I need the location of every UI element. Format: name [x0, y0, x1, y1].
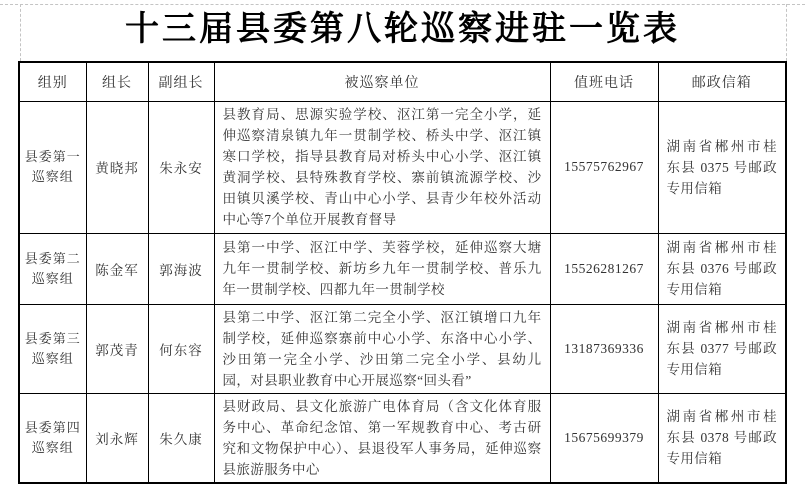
cell-leader: 郭茂青	[86, 304, 148, 393]
cell-mailbox: 湖南省郴州市桂东县 0377 号邮政专用信箱	[658, 304, 786, 393]
table-row	[19, 304, 786, 393]
header-mailbox: 邮政信箱	[658, 62, 786, 101]
cell-deputy: 朱永安	[148, 101, 214, 233]
header-units: 被巡察单位	[214, 62, 550, 101]
cell-group: 县委第二巡察组	[19, 233, 86, 304]
cell-deputy: 郭海波	[148, 233, 214, 304]
inspection-table	[18, 61, 787, 484]
page-title: 十三届县委第八轮巡察进驻一览表	[125, 11, 680, 48]
cell-units: 县第一中学、沤江中学、芙蓉学校，延伸巡察大塘九年一贯制学校、新坊乡九年一贯制学校、普乐九年一贯制学校、四都九年一贯制学校	[214, 233, 550, 304]
cell-units: 县财政局、县文化旅游广电体育局（含文化体育服务中心、革命纪念馆、第一军规教育中心、考古研究和文物保护中心）、县退役军人事务局，延伸巡察县旅游服务中心	[214, 393, 550, 483]
cell-phone: 15526281267	[550, 233, 658, 304]
table-header-row	[19, 62, 786, 101]
cell-group: 县委第四巡察组	[19, 393, 86, 483]
table-row	[19, 233, 786, 304]
text-boundary-top	[0, 4, 805, 5]
header-group: 组别	[19, 62, 86, 101]
cell-group: 县委第一巡察组	[19, 101, 86, 233]
cell-mailbox: 湖南省郴州市桂东县 0378 号邮政专用信箱	[658, 393, 786, 483]
header-leader: 组长	[86, 62, 148, 101]
table-row	[19, 101, 786, 233]
cell-mailbox: 湖南省郴州市桂东县 0376 号邮政专用信箱	[658, 233, 786, 304]
cell-deputy: 何东容	[148, 304, 214, 393]
cell-group: 县委第三巡察组	[19, 304, 86, 393]
cell-deputy: 朱久康	[148, 393, 214, 483]
cell-phone: 15575762967	[550, 101, 658, 233]
cell-leader: 黄晓邦	[86, 101, 148, 233]
table-row	[19, 393, 786, 483]
cell-mailbox: 湖南省郴州市桂东县 0375 号邮政专用信箱	[658, 101, 786, 233]
cell-leader: 陈金军	[86, 233, 148, 304]
cell-phone: 15675699379	[550, 393, 658, 483]
header-phone: 值班电话	[550, 62, 658, 101]
header-deputy: 副组长	[148, 62, 214, 101]
cell-units: 县第二中学、沤江第二完全小学、沤江镇增口九年制学校，延伸巡察寨前中心小学、东洛中心小学、沙田第一完全小学、沙田第二完全小学、县幼儿园，对县职业教育中心开展巡察“回头看”	[214, 304, 550, 393]
cell-units: 县教育局、思源实验学校、沤江第一完全小学，延伸巡察清泉镇九年一贯制学校、桥头中学、沤江镇寒口学校，指导县教育局对桥头中心小学、沤江镇黄洞学校、县特殊教育学校、寨前镇流源学校、沙田镇贝溪学校、青山中心小学、县青少年校外活动中心等7个单位开展教育督导	[214, 101, 550, 233]
cell-phone: 13187369336	[550, 304, 658, 393]
cell-leader: 刘永辉	[86, 393, 148, 483]
